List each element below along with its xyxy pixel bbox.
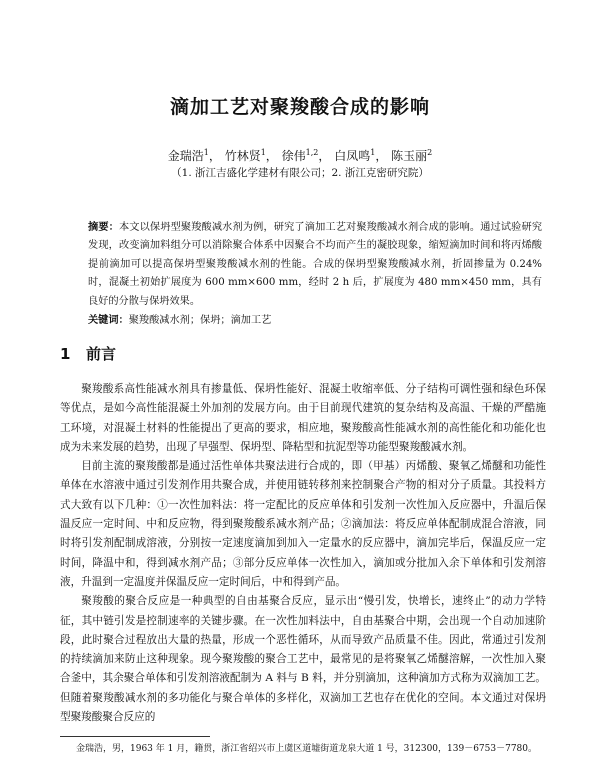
keywords-label: 关键词：	[88, 315, 129, 326]
author: 徐伟$^{1,2}$	[281, 148, 319, 163]
author-footnote: 金瑞浩，男，1963 年 1 月，籍贯，浙江省绍兴市上虞区道墟街道龙泉大道 1 号，312300，139－6753－7780。	[76, 744, 538, 754]
affiliation: （1. 浙江吉盛化学建材有限公司；2. 浙江克密研究院）	[171, 167, 429, 179]
paragraph: 聚羧酸系高性能减水剂具有掺量低、保坍性能好、混凝土收缩率低、分子结构可调性强和绿色环保等优点，是如今高性能混凝土外加剂的发展方向。由于目前现代建筑的复杂结构及高温、干燥的严酷施工环境，对混凝土材料的性能提出了更高的要求，相应地，聚羧酸高性能减水剂的高性能化和功能化也成为未来发展的趋势，出现了早强型、保坍型、降粘型和抗泥型等功能型聚羧酸减水剂。	[60, 383, 546, 453]
author: 陈玉丽$^2$	[391, 148, 433, 163]
footnote-rule	[60, 736, 210, 737]
author-list: 金瑞浩$^1$， 竹林贤$^1$， 徐伟$^{1,2}$， 白凤鸣$^1$， 陈玉丽$^2$	[167, 148, 433, 163]
keywords	[88, 311, 542, 326]
section-heading	[60, 343, 116, 364]
section-number: 1	[60, 345, 71, 363]
author: 金瑞浩$^1$	[167, 148, 209, 163]
author: 白凤鸣$^1$	[334, 148, 376, 163]
author: 竹林贤$^1$	[224, 148, 266, 163]
abstract	[88, 219, 542, 311]
keywords-text: 聚羧酸减水剂；保坍；滴加工艺	[128, 315, 272, 326]
paragraph: 目前主流的聚羧酸都是通过活性单体共聚法进行合成的，即（甲基）丙烯酸、聚氧乙烯醚和功能性单体在水溶液中通过引发剂作用共聚合成，并使用链转移剂来控制聚合产物的相对分子质量。其投料方式大致有以下几种：①一次性加料法：将一定配比的反应单体和引发剂一次性加入反应器中，升温后保温反应一定时间、中和反应物，得到聚羧酸系减水剂产品；②滴加法：将反应单体配制成混合溶液，同时将引发剂配制成溶液，分别按一定速度滴加到加入一定量水的反应器中，滴加完毕后，保温反应一定时间，降温中和，得到减水剂产品；③部分反应单体一次性加入，滴加或分批加入余下单体和引发剂溶液，升温到一定温度并保温反应一定时间后，中和得到产品。	[60, 460, 546, 588]
abstract-text: 本文以保坍型聚羧酸减水剂为例，研究了滴加工艺对聚羧酸减水剂合成的影响。通过试验研究发现，改变滴加料组分可以消除聚合体系中因聚合不均而产生的凝胶现象，缩短滴加时间和将丙烯酸提前滴加可以提高保坍型聚羧酸减水剂的性能。合成的保坍型聚羧酸减水剂，折固掺量为 0.24% 时，混凝土初始扩展度为 600 mm×600 mm，经时 2 h 后，扩展度为 480 mm×450 mm，具有良好的分散与保坍效果。	[88, 222, 543, 307]
body-text	[60, 380, 546, 727]
paper-title: 滴加工艺对聚羧酸合成的影响	[169, 96, 430, 118]
section-title: 前言	[86, 345, 117, 363]
paragraph: 聚羧酸的聚合反应是一种典型的自由基聚合反应，显示出“慢引发，快增长，速终止”的动力学特征，其中链引发是控制速率的关键步骤。在一次性加料法中，自由基聚合中期，会出现一个自动加速阶段，此时聚合过程放出大量的热量，形成一个恶性循环，从而导致产品质量不佳。因此，常通过引发剂的持续滴加来防止这种现象。现今聚羧酸的聚合工艺中，最常见的是将聚氧乙烯醚溶解，一次性加入聚合釜中，其余聚合单体和引发剂溶液配制为 A 料与 B 料，并分别滴加，这种滴加方式称为双滴加工艺。但随着聚羧酸减水剂的多功能化与聚合单体的多样化，双滴加工艺也存在优化的空间。本文通过对保坍型聚羧酸聚合反应的	[60, 595, 546, 724]
abstract-label: 摘要：	[88, 222, 119, 233]
